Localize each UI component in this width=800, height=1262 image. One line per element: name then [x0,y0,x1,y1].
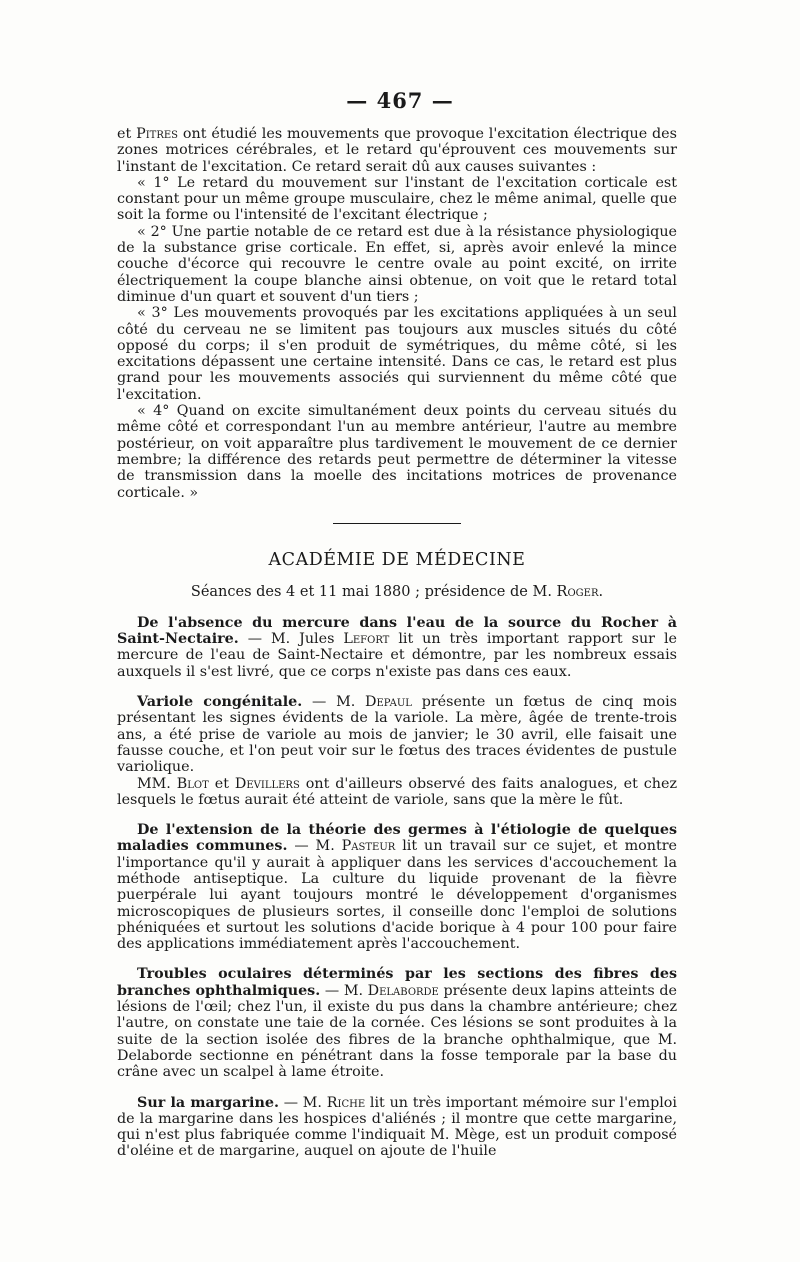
article-body: présente un fœtus de cinq mois présentant les signes évidents de la variole. La mère, âgée de trente-trois ans, a été prise de variole au mois de janvier; le 30 avril, elle faisait une fausse couche, et l'on peut voir sur le fœtus des traces évidentes de pustule variolique. [117,694,678,776]
article-body: présente deux lapins atteints de lésions de l'œil; chez l'un, il existe du pus dans la chambre antérieure; chez l'autre, on constate une taie de la cornée. Ces lésions se sont produites à la suite de la section isolée des fibres de la branche ophthalmique, que M. Delaborde sectionne en pénétrant dans la fosse temporale par la base du crâne avec un scalpel à lame étroite. [117,982,677,1081]
article-author: Lefort [343,631,390,648]
sessions-line [117,584,677,601]
article-dash: — M. [287,838,342,855]
article-body: lit un très important rapport sur le mercure de l'eau de Saint-Nectaire et démontre, par les nombreux essais auxquels il s'est livré, que ce corps n'existe pas dans ces eaux. [117,631,678,680]
intro-paragraph [117,126,677,175]
article-author: Pasteur [341,838,396,855]
article-paragraph [117,615,677,680]
article-headline: Variole congénitale. [137,694,303,711]
article-dash: — M. [302,694,366,711]
article-dash: — M. [278,1094,327,1111]
article-author: Depaul [365,694,412,711]
article-paragraph [117,1095,677,1160]
article-author: Delaborde [367,982,439,999]
text-column [117,126,677,1160]
intro-text: ont étudié les mouvements que provoque l'excitation électrique des zones motrices cérébrales, et le retard qu'éprouvent ces mouvements sur l'instant de l'excitation. Ce retard serait dû aux causes suivantes : [117,126,677,175]
article-dash: — M. [320,982,368,999]
article-dash: — M. Jules [238,631,344,648]
point-1: « 1° Le retard du mouvement sur l'instant de l'excitation corticale est constant pour un même groupe musculaire, chez le même animal, quelle que soit la forme ou l'intensité de l'excitant électrique ; [117,174,677,224]
intro-prefix: et [117,126,132,142]
article-paragraph [117,822,677,952]
article-margarine [117,1095,677,1160]
article-paragraph [117,694,677,775]
section-title: ACADÉMIE DE MÉDECINE [268,549,526,570]
author-pitres: Pitres [136,126,179,142]
article-paragraph [117,966,677,1080]
sessions-end: . [598,583,604,600]
author-devillers: Devillers [234,775,300,792]
article-body: lit un très important mémoire sur l'emploi de la margarine dans les hospices d'aliénés ; il montre que cette margarine, qui n'est plus fabriquée comme l'indiquait M. Mège, est un produit composé d'oléine et de margarine, auquel on ajoute de l'huile [117,1094,677,1160]
article-variole [117,694,677,808]
article-troubles-oculaires [117,966,677,1080]
point-3: « 3° Les mouvements provoqués par les excitations appliquées à un seul côté du cerveau ne se limitent pas toujours aux muscles situés du côté opposé du corps; il s'en produit de symétriques, du même côté, si les excitations dépassent une certaine intensité. Dans ce cas, le retard est plus grand pour les mouvements associés qui surviennent du même côté que l'excitation. [117,305,677,403]
author-blot: Blot [176,775,209,792]
point-4: « 4° Quand on excite simultanément deux points du cerveau situés du même côté et correspondant l'un au membre antérieur, l'autre au membre postérieur, on voit apparaître plus tardivement le mouvement de ce dernier membre; la différence des retards peut permettre de déterminer la vitesse de transmission dans la moelle des incitations motrices de provenance corticale. » [117,403,677,501]
article-headline: De l'extension de la théorie des germes à l'étiologie de quelques maladies communes. [117,822,677,855]
president-name: Roger [556,583,599,600]
article-author: Riche [326,1094,366,1111]
article-germes [117,822,677,952]
article-mercure [117,615,677,680]
article-headline: Troubles oculaires déterminés par les sections des fibres des branches ophthalmiques. [117,966,677,999]
article-headline: De l'absence du mercure dans l'eau de la source du Rocher à Saint-Nectaire. [117,614,677,648]
sessions-text: Séances des 4 et 11 mai 1880 ; présidence de M. [190,583,552,600]
article-headline: Sur la margarine. [137,1094,279,1111]
page-number: — 467 — [346,88,454,113]
point-2: « 2° Une partie notable de ce retard est due à la résistance physiologique de la substance grise corticale. En effet, si, après avoir enlevé la mince couche d'écorce qui recouvre le centre ovale au point excité, on irrite électriquement la coupe blanche ainsi obtenue, on voit que le retard total diminue d'un quart et souvent d'un tiers ; [117,223,677,305]
blot-devillers-paragraph: MM. Blot et Devillers ont d'ailleurs observé des faits analogues, et chez lesquels le fœtus aurait été atteint de variole, sans que la mère le fût. [117,775,678,808]
article-body: lit un travail sur ce sujet, et montre l'importance qu'il y aurait à appliquer dans les services d'accouchement la méthode antiseptique. La culture du liquide provenant de la fièvre puerpérale lui ayant toujours montré le développement d'organismes microscopiques de plusieurs sortes, il conseille donc l'emploi de solutions phéniquées et surtout les solutions d'acide borique à 4 pour 100 pour faire des applications immédiatement après l'accouchement. [117,838,677,953]
section-divider [333,523,461,524]
